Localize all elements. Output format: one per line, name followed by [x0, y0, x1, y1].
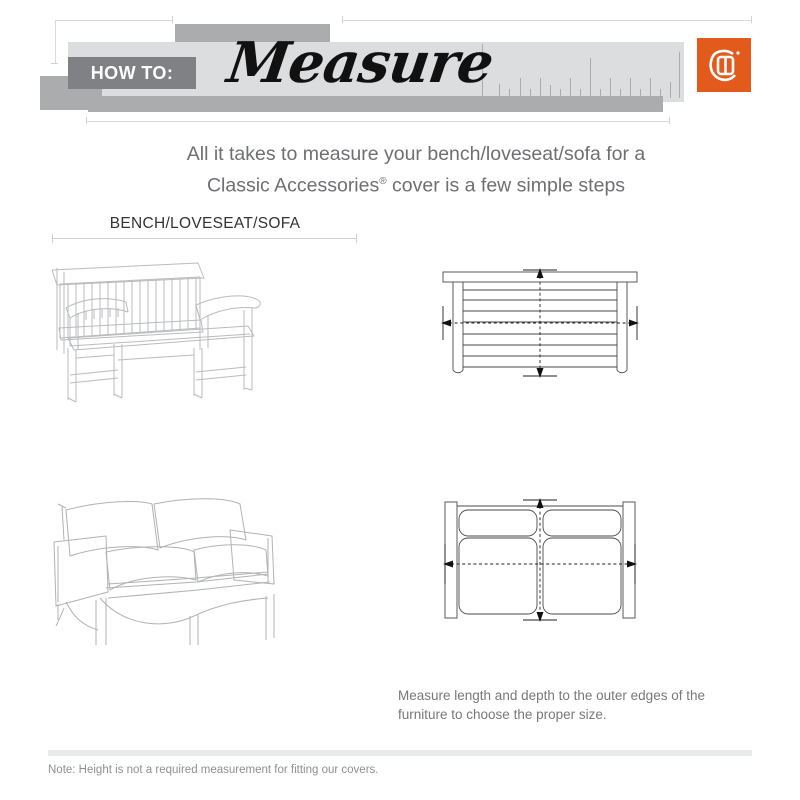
section-rule-cap-right: [356, 234, 357, 243]
subtitle-brand: Classic Accessories: [206, 174, 380, 197]
loveseat-top-view-diagram: [425, 488, 655, 638]
measure-caption: [398, 686, 738, 724]
subtitle-line-2: [60, 168, 772, 200]
page-title: Measure: [223, 30, 497, 96]
section-label: BENCH/LOVESEAT/SOFA: [109, 215, 301, 232]
dim-line-bottom: [86, 121, 670, 122]
how-to-badge: [68, 57, 196, 89]
dim-tick-f: [669, 117, 670, 124]
bench-top-view-diagram: [425, 258, 655, 398]
section-rule-cap-left: [52, 234, 53, 243]
subtitle-line-1: All it takes to measure your bench/loveseat/sofa for a: [186, 143, 646, 165]
section-rule: [52, 238, 357, 239]
how-to-label: HOW TO:: [90, 62, 174, 83]
bench-line-drawing: [48, 250, 368, 430]
dim-tick-a: [172, 16, 173, 23]
footer-divider: [48, 750, 752, 756]
ruler-ticks: [482, 42, 682, 98]
classic-accessories-logo-icon: [697, 38, 751, 92]
dim-tick-b: [51, 63, 58, 64]
caption-line-1: Measure length and depth to the outer edges of the: [398, 688, 705, 703]
header-banner: [0, 0, 800, 130]
dim-line-top-left: [55, 20, 173, 21]
subtitle-line-2-rest: cover is a few simple steps: [386, 174, 626, 197]
dim-tick-c: [342, 16, 343, 23]
dim-line-left-vertical: [55, 20, 56, 64]
subtitle: [60, 140, 772, 200]
dim-tick-d: [751, 16, 752, 23]
loveseat-line-drawing: [44, 480, 344, 650]
dim-tick-e: [86, 117, 87, 124]
dim-line-top-right: [342, 20, 752, 21]
registered-mark: ®: [379, 176, 387, 187]
caption-line-2: furniture to choose the proper size.: [398, 707, 607, 722]
header-band-dark: [88, 96, 663, 112]
footer-note: Note: Height is not a required measurement for fitting our covers.: [48, 764, 379, 776]
